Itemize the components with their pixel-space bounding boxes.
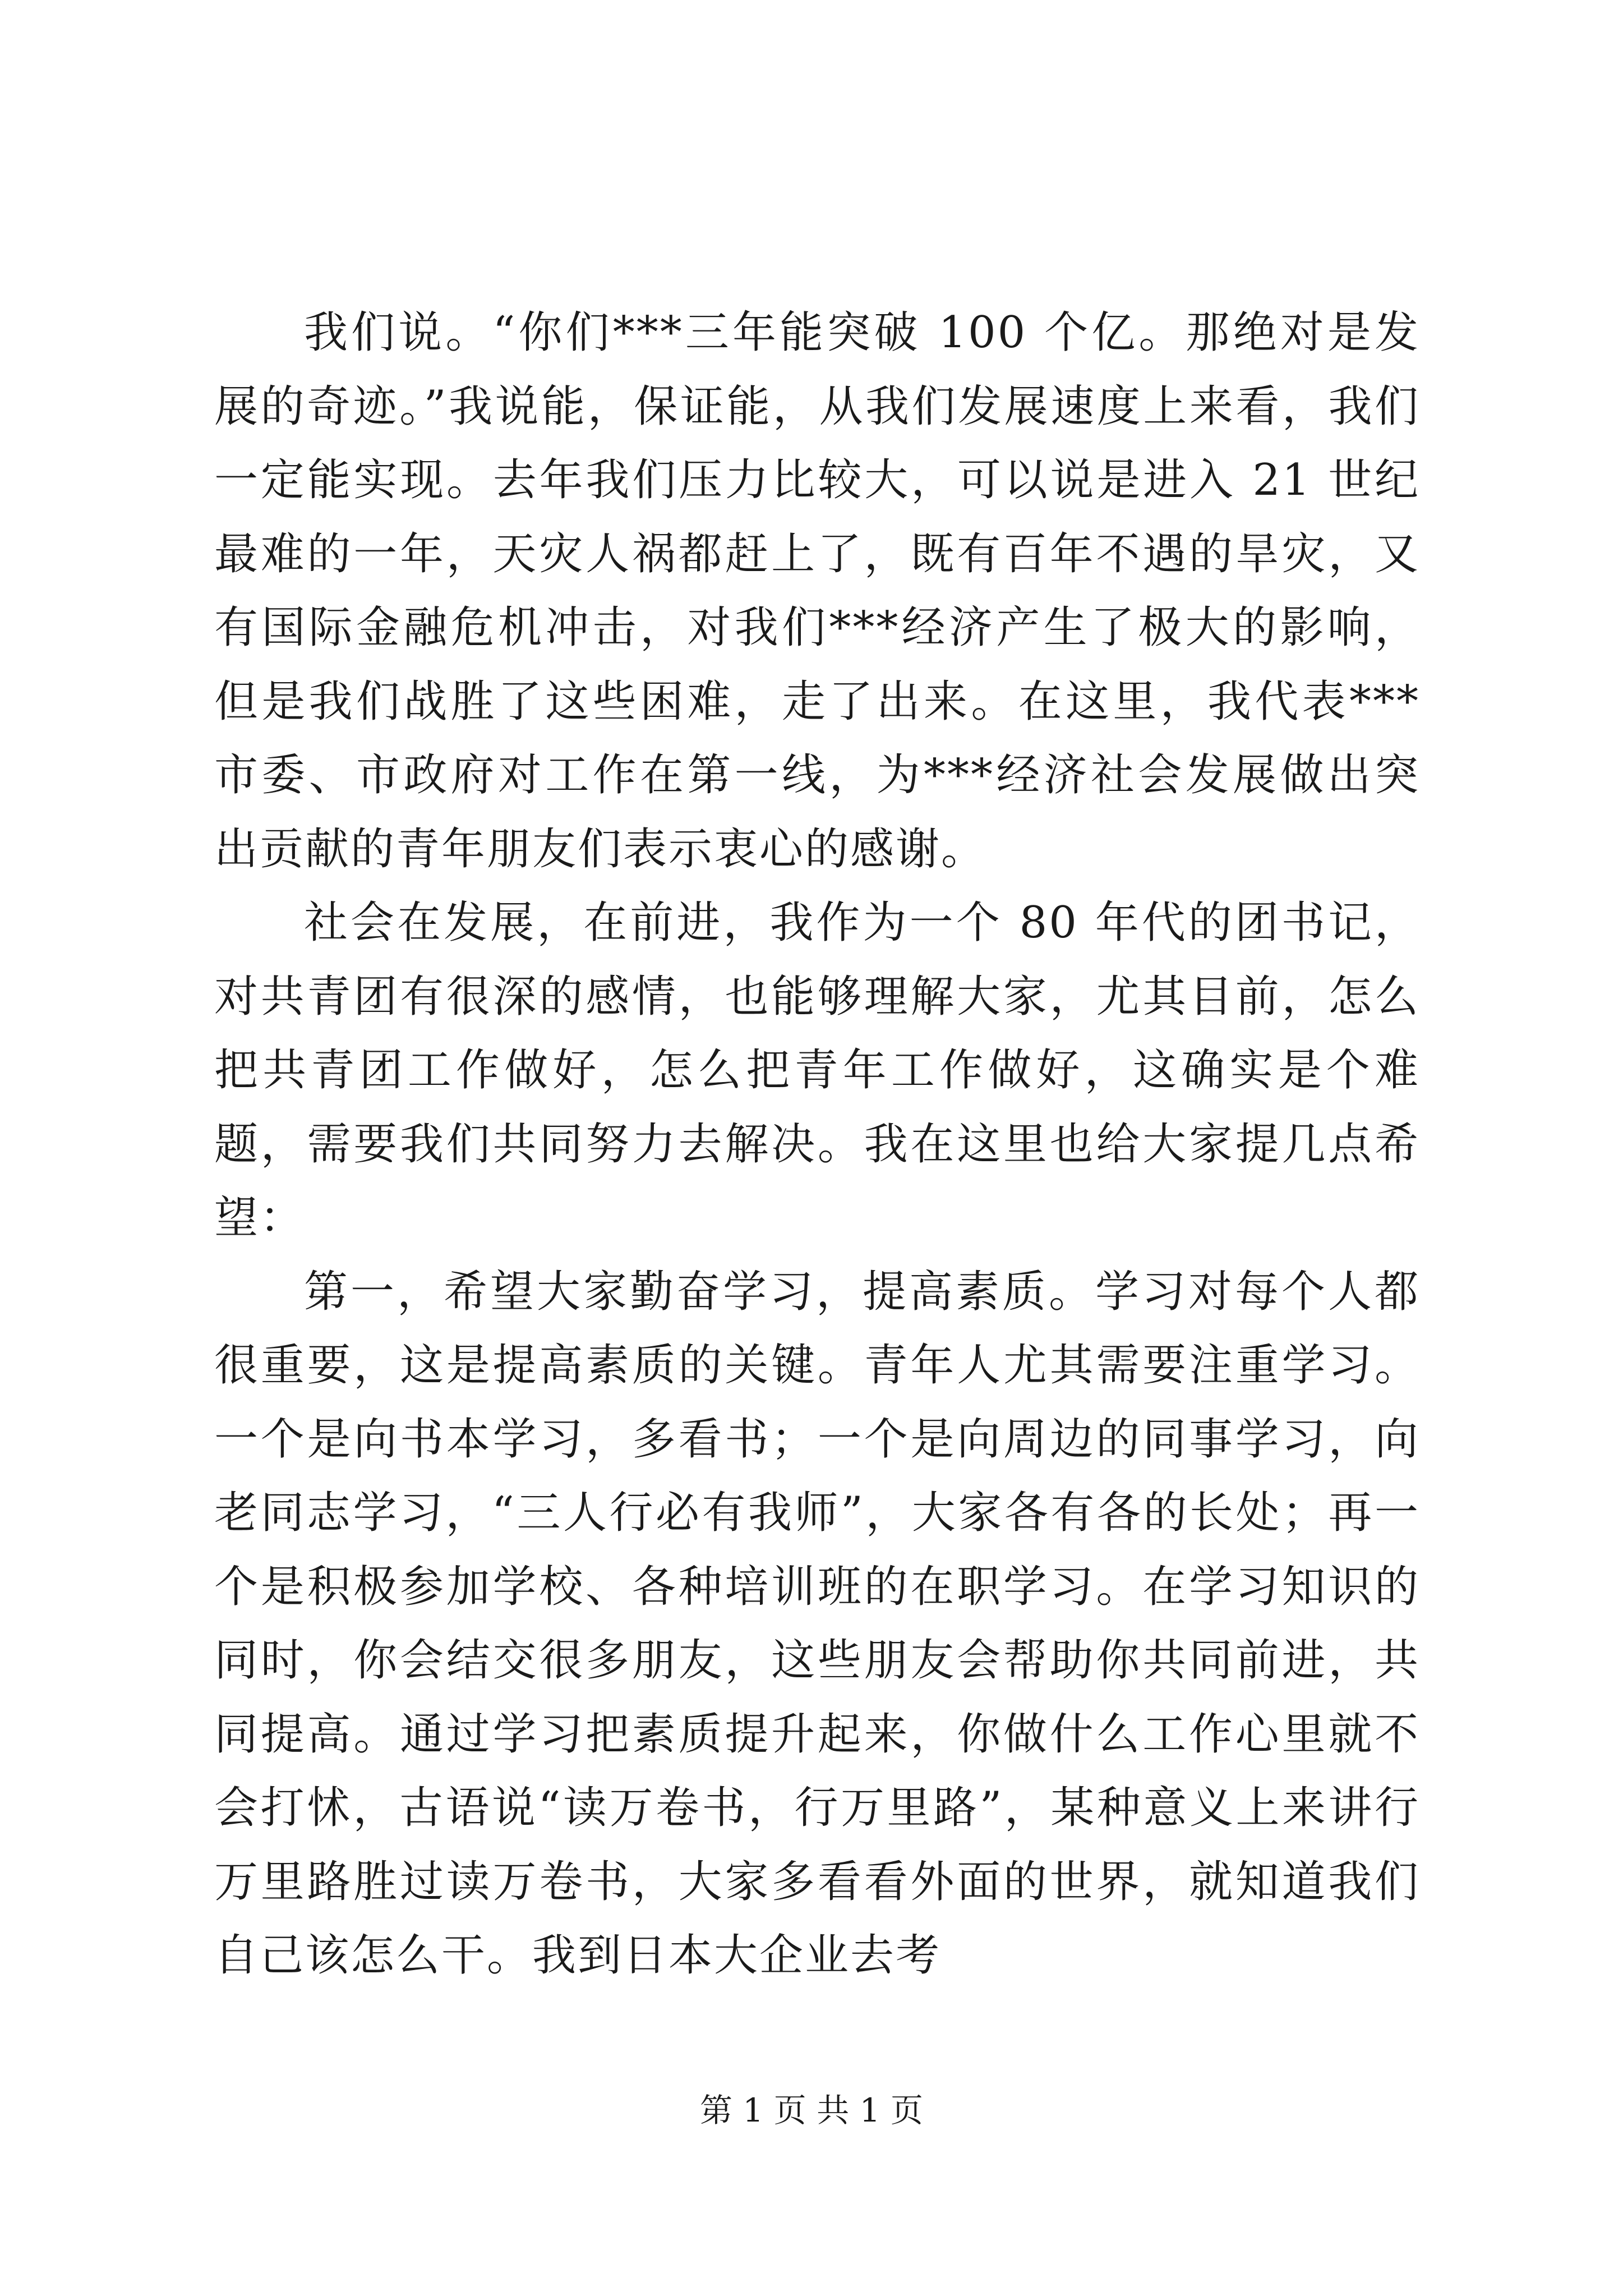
page-footer	[0, 2088, 1623, 2133]
page-number-label: 第 1 页 共 1 页	[700, 2091, 923, 2129]
paragraph-2: 社会在发展，在前进，我作为一个 80 年代的团书记，对共青团有很深的感情，也能够理解大家，尤其目前，怎么把共青团工作做好，怎么把青年工作做好，这确实是个难题，需要我们共同努力去解决。我在这里也给大家提几点希望：	[214, 898, 1420, 1243]
paragraph-3: 第一，希望大家勤奋学习，提高素质。学习对每个人都很重要，这是提高素质的关键。青年人尤其需要注重学习。一个是向书本学习，多看书；一个是向周边的同事学习，向老同志学习，“三人行必有我师”，大家各有各的长处；再一个是积极参加学校、各种培训班的在职学习。在学习知识的同时，你会结交很多朋友，这些朋友会帮助你共同前进，共同提高。通过学习把素质提升起来，你做什么工作心里就不会打怵，古语说“读万卷书，行万里路”，某种意义上来讲行万里路胜过读万卷书，大家多看看外面的世界，就知道我们自己该怎么干。我到日本大企业去考	[214, 1266, 1420, 1981]
paragraph-1: 我们说。“你们***三年能突破 100 个亿。那绝对是发展的奇迹。”我说能，保证能，从我们发展速度上来看，我们一定能实现。去年我们压力比较大，可以说是进入 21 世纪最难的一年，天灾人祸都赶上了，既有百年不遇的旱灾，又有国际金融危机冲击，对我们***经济产生了极大的影响，但是我们战胜了这些困难，走了出来。在这里，我代表***市委、市政府对工作在第一线，为***经济社会发展做出突出贡献的青年朋友们表示衷心的感谢。	[214, 307, 1420, 875]
document-body	[214, 296, 1420, 1993]
